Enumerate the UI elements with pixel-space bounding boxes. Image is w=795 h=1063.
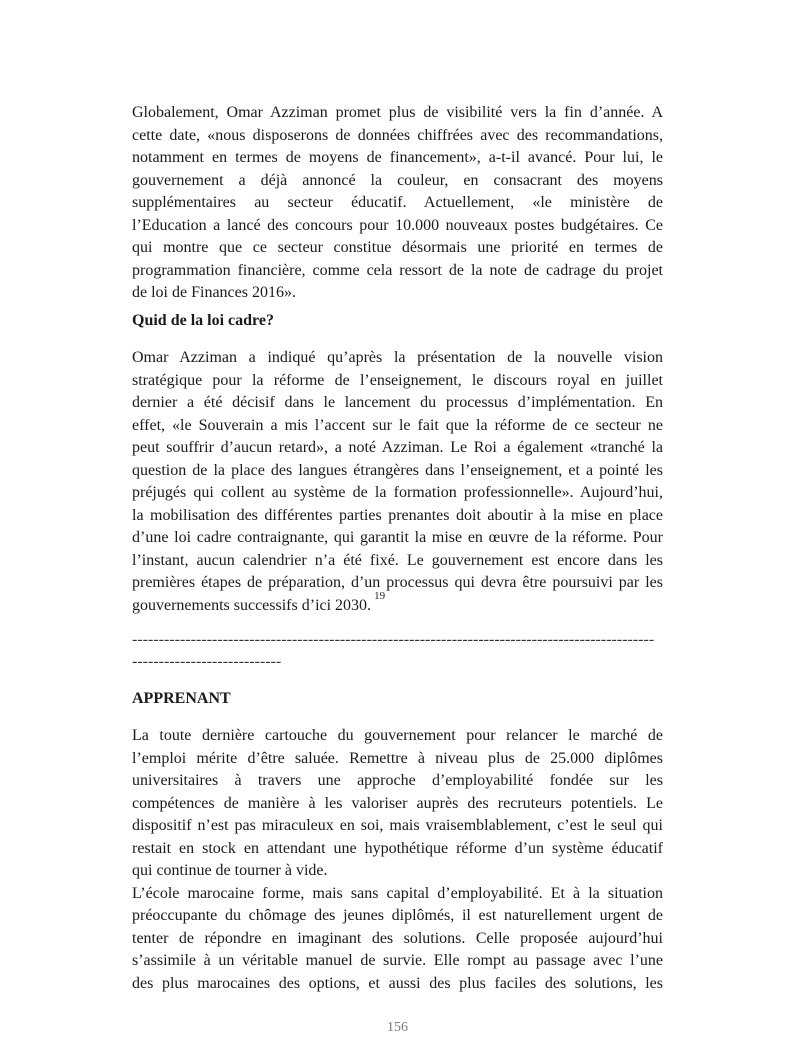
text-line: tenter de répondre en imaginant des solutions. Celle proposée aujourd’hui bbox=[132, 929, 663, 947]
paragraph-loi-cadre bbox=[132, 347, 663, 617]
text-line: s’assimile à un véritable manuel de survie. Elle rompt au passage avec l’une bbox=[132, 952, 663, 969]
text-line: de loi de Finances 2016». bbox=[132, 284, 296, 301]
text-line: préoccupante du chômage des jeunes diplômés, il est naturellement urgent de bbox=[132, 907, 663, 924]
text-line: programmation financière, comme cela ressort de la note de cadrage du projet bbox=[132, 261, 663, 279]
section-heading-loi-cadre: Quid de la loi cadre? bbox=[132, 312, 274, 329]
text-line: cette date, «nous disposerons de données chiffrées avec des recommandations, bbox=[132, 126, 663, 144]
text-line-content: gouvernements successifs d’ici 2030. bbox=[132, 596, 372, 614]
text-line: la mobilisation des différentes parties prenantes doit aboutir à la mise en place bbox=[132, 506, 663, 524]
text-line: dernier a été décisif dans le lancement du processus d’implémentation. En bbox=[132, 394, 663, 411]
text-line: Globalement, Omar Azziman promet plus de visibilité vers la fin d’année. A bbox=[132, 104, 663, 121]
paragraph-apprenant bbox=[132, 725, 663, 995]
text-line: L’école marocaine forme, mais sans capital d’employabilité. Et à la situation bbox=[132, 884, 663, 902]
text-line: restait en stock en attendant une hypothétique réforme d’un système éducatif bbox=[132, 839, 663, 857]
separator-line: ---------------------------- bbox=[132, 653, 282, 670]
text-line: compétences de manière à les valoriser auprès des recruteurs potentiels. Le bbox=[132, 794, 663, 812]
text-line: peut souffrir d’aucun retard», a noté Azziman. Le Roi a également «tranché la bbox=[132, 439, 663, 456]
text-line: stratégique pour la réforme de l’enseignement, le discours royal en juillet bbox=[132, 371, 663, 389]
text-line: gouvernement a déjà annoncé la couleur, en consacrant des moyens bbox=[132, 171, 663, 189]
paragraph-visibility bbox=[132, 102, 663, 305]
text-line: universitaires à travers une approche d’employabilité fondée sur les bbox=[132, 772, 663, 789]
text-line: préjugés qui collent au système de la formation professionnelle». Aujourd’hui, bbox=[132, 484, 663, 501]
footnote-reference[interactable]: 19 bbox=[374, 589, 386, 602]
text-line: premières étapes de préparation, d’un processus qui devra être poursuivi par les bbox=[132, 574, 663, 591]
text-line: supplémentaires au secteur éducatif. Actuellement, «le ministère de bbox=[132, 194, 663, 211]
text-line: des plus marocaines des options, et aussi des plus faciles des solutions, les bbox=[132, 974, 663, 992]
text-line: qui continue de tourner à vide. bbox=[132, 862, 328, 879]
text-line: l’Education a lancé des concours pour 10.000 nouveaux postes budgétaires. Ce bbox=[132, 216, 663, 234]
text-line: La toute dernière cartouche du gouvernement pour relancer le marché de bbox=[132, 727, 663, 744]
text-line: effet, «le Souverain a mis l’accent sur le fait que la réforme de ce secteur ne bbox=[132, 416, 663, 434]
text-line: l’emploi mérite d’être saluée. Remettre à niveau plus de 25.000 diplômes bbox=[132, 749, 663, 767]
text-line: question de la place des langues étrangères dans l’enseignement, et a pointé les bbox=[132, 461, 663, 479]
text-line: notamment en termes de moyens de financement», a-t-il avancé. Pour lui, le bbox=[132, 149, 663, 166]
page-number: 156 bbox=[387, 1020, 408, 1035]
text-line: d’une loi cadre contraignante, qui garantit la mise en œuvre de la réforme. Pour bbox=[132, 529, 663, 546]
section-heading-apprenant: APPRENANT bbox=[132, 690, 231, 707]
text-line bbox=[132, 589, 663, 618]
text-line: qui montre que ce secteur constitue désormais une priorité en termes de bbox=[132, 239, 663, 256]
text-line: dispositif n’est pas miraculeux en soi, mais vraisemblablement, c’est le seul qui bbox=[132, 817, 663, 834]
text-line: l’instant, aucun calendrier n’a été fixé. Le gouvernement est encore dans les bbox=[132, 551, 663, 569]
text-line: Omar Azziman a indiqué qu’après la présentation de la nouvelle vision bbox=[132, 349, 663, 366]
separator-line: -------------------------------------------------------------------------------------------------- bbox=[132, 631, 655, 648]
